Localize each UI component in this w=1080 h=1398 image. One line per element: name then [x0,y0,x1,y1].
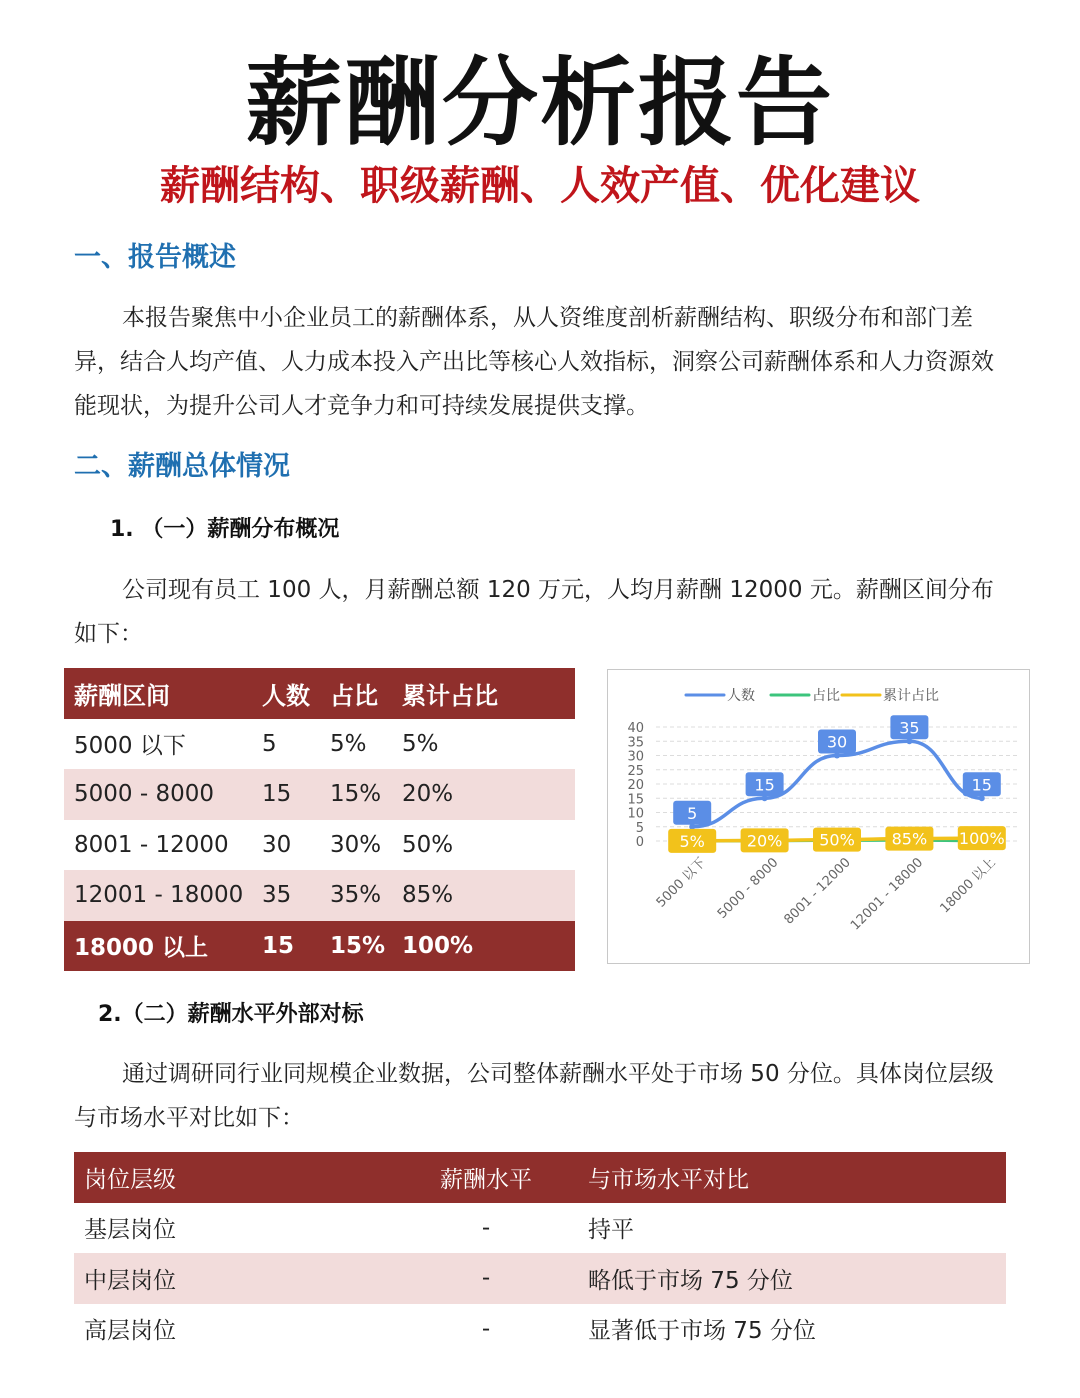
table-cell: 15% [320,921,392,972]
column-header: 与市场水平对比 [578,1152,1006,1203]
table-cell: 5% [330,730,367,757]
salary-distribution-chart [607,669,1030,964]
table-header-row [64,668,575,719]
chart-svg [608,670,1029,963]
y-tick-label: 0 [635,835,644,850]
y-tick-label: 35 [627,735,644,751]
x-tick-label: 5000 - 8000 [714,855,782,922]
data-label: 5 [687,803,698,823]
table-cell: 中层岗位 [74,1253,394,1304]
table-cell: 18000 以上 [64,921,252,972]
table-row [64,921,575,972]
legend-label: 人数 [727,688,755,704]
table-cell: 15 [252,921,320,972]
column-header: 占比 [320,668,392,719]
overview-paragraph: 本报告聚焦中小企业员工的薪酬体系，从人资维度剖析薪酬结构、职级分布和部门差异，结合人均产值、人力成本投入产出比等核心人效指标，洞察公司薪酬体系和人力资源效能现状，为提升公司人才竞争力和可持续发展提供支撑。 [74,305,994,419]
table-cell: 5 [262,730,277,757]
legend-label: 累计占比 [883,688,939,704]
table-row [74,1203,1006,1254]
table-header-row [74,1152,1006,1203]
table-row [64,719,575,770]
y-tick-label: 20 [627,778,644,793]
legend-label: 占比 [812,688,840,704]
table-cell: 8001 - 12000 [74,831,229,858]
x-tick-label: 5000 以下 [653,855,710,911]
table-cell: 35 [252,870,320,921]
section-heading-salary-overall: 二、薪酬总体情况 [74,451,290,482]
column-header: 薪酬区间 [64,668,252,719]
data-label: 30 [826,732,848,752]
table-cell: 显著低于市场 75 分位 [588,1318,816,1345]
table-cell: - [481,1214,491,1241]
y-tick-label: 5 [635,820,644,836]
report-subtitle: 薪酬结构、职级薪酬、人效产值、优化建议 [160,163,920,209]
table-row [64,820,575,871]
table-cell: 15% [320,769,392,820]
y-tick-label: 15 [627,792,644,808]
y-tick-label: 10 [627,806,644,822]
table-cell: 基层岗位 [84,1217,176,1244]
data-label: 85% [891,829,928,849]
column-header: 薪酬水平 [394,1152,578,1203]
data-label: 15 [971,775,992,795]
x-tick-label: 12001 - 18000 [847,855,927,934]
table-cell: 持平 [588,1217,634,1244]
table-cell: 50% [402,831,454,858]
table-cell: - [394,1253,578,1304]
table-cell: 12001 - 18000 [64,870,252,921]
table-cell: 5000 以下 [74,733,186,760]
subheading-benchmark: 2.（二）薪酬水平外部对标 [98,1002,364,1027]
subheading-distribution: 1. （一）薪酬分布概况 [110,517,340,542]
data-label: 100% [958,829,1005,849]
table-cell: 15 [252,769,320,820]
section-heading-overview: 一、报告概述 [74,242,236,273]
column-header: 岗位层级 [74,1152,394,1203]
table-cell: 高层岗位 [84,1318,176,1345]
x-tick-label: 8001 - 12000 [781,855,854,928]
data-label: 5% [679,831,705,851]
y-tick-label: 30 [627,749,644,765]
report-title: 薪酬分析报告 [246,47,834,159]
benchmark-paragraph: 通过调研同行业同规模企业数据，公司整体薪酬水平处于市场 50 分位。具体岗位层级与市场水平对比如下： [74,1061,994,1131]
table-cell: 85% [392,870,575,921]
data-label: 35 [899,718,920,738]
table-cell: 20% [392,769,575,820]
market-benchmark-table [74,1152,1006,1354]
table-cell: 略低于市场 75 分位 [578,1253,1006,1304]
x-tick-label: 18000 以上 [937,855,999,917]
column-header: 累计占比 [392,668,575,719]
y-tick-label: 40 [627,721,644,736]
distribution-paragraph: 公司现有员工 100 人，月薪酬总额 120 万元，人均月薪酬 12000 元。薪酬区间分布如下： [74,577,994,647]
table-cell: 35% [320,870,392,921]
table-cell: 5% [402,730,439,757]
table-cell: 5000 - 8000 [64,769,252,820]
y-tick-label: 25 [627,763,644,779]
table-cell: 30 [262,831,292,858]
table-row [64,870,575,921]
table-cell: 30% [330,831,382,858]
table-row [74,1304,1006,1355]
table-row [74,1253,1006,1304]
data-label: 50% [819,830,855,850]
table-cell: 100% [392,921,575,972]
data-label: 20% [746,831,783,851]
column-header: 人数 [252,668,320,719]
salary-distribution-table [64,668,575,971]
table-cell: - [481,1315,491,1342]
data-label: 15 [754,775,775,795]
table-row [64,769,575,820]
